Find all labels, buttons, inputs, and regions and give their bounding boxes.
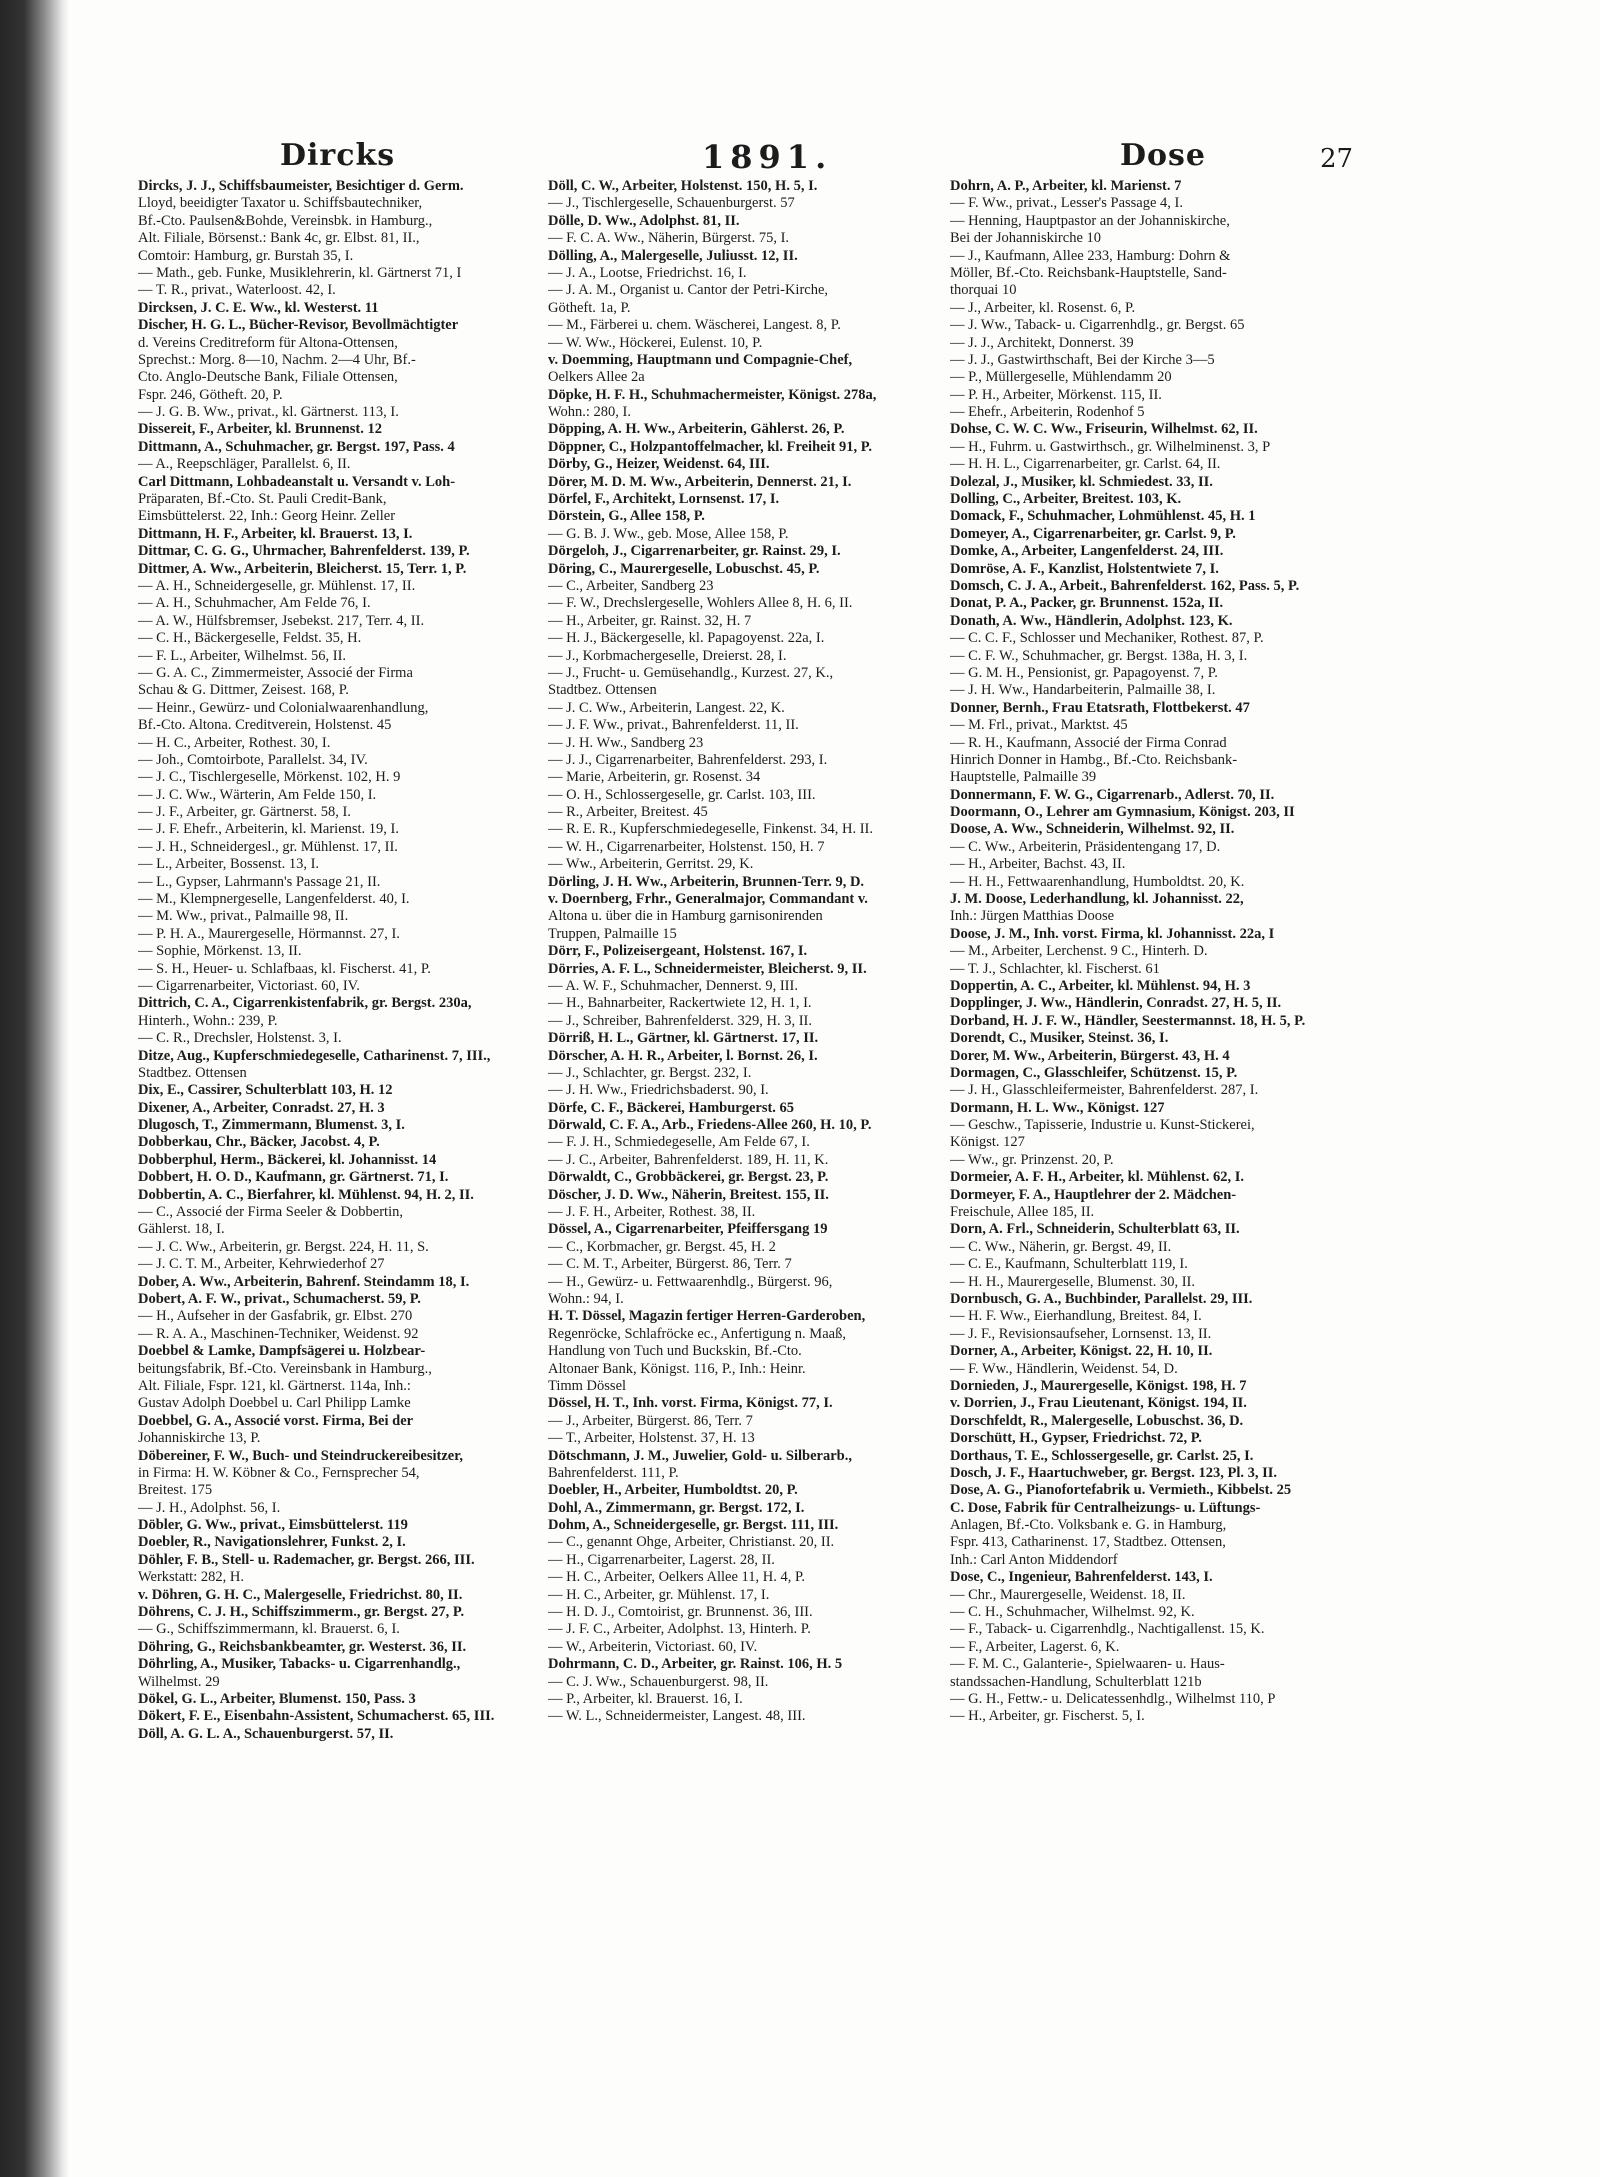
directory-entry-line: Hinterh., Wohn.: 239, P. (138, 1012, 278, 1029)
directory-entry-line: Doebler, R., Navigationslehrer, Funkst. 2, I. (138, 1534, 406, 1551)
directory-entry-line: Döhrens, C. J. H., Schiffszimmerm., gr. Bergst. 27, P. (138, 1604, 465, 1621)
directory-entry-line: v. Döhren, G. H. C., Malergeselle, Friedrichst. 80, II. (138, 1586, 463, 1603)
directory-entry-line: — Geschw., Tapisserie, Industrie u. Kunst-Stickerei, (950, 1117, 1255, 1134)
directory-entry-line: — L., Arbeiter, Bossenst. 13, I. (138, 856, 320, 873)
directory-entry-line: Dittrich, C. A., Cigarrenkistenfabrik, gr. Bergst. 230a, (138, 995, 472, 1012)
directory-entry-line: — J. F. C., Arbeiter, Adolphst. 13, Hinterh. P. (548, 1621, 811, 1638)
directory-entry-line: Ditze, Aug., Kupferschmiedegeselle, Catharinenst. 7, III., (138, 1047, 491, 1064)
directory-entry-line: J. M. Doose, Lederhandlung, kl. Johannisst. 22, (950, 891, 1244, 908)
directory-entry-line: — H., Aufseher in der Gasfabrik, gr. Elbst. 270 (138, 1308, 413, 1325)
directory-entry-line: Dolling, C., Arbeiter, Breitest. 103, K. (950, 491, 1182, 508)
directory-entry-line: Comtoir: Hamburg, gr. Burstah 35, I. (138, 247, 354, 264)
directory-entry-line: Doebler, H., Arbeiter, Humboldtst. 20, P. (548, 1482, 798, 1499)
header-right-catchword: Dose (1120, 138, 1207, 173)
directory-entry-line: Doormann, O., Lehrer am Gymnasium, Königst. 203, II (950, 804, 1295, 821)
directory-entry-line: — S. H., Heuer- u. Schlafbaas, kl. Fischerst. 41, P. (138, 960, 431, 977)
directory-entry-line: Breitest. 175 (138, 1482, 213, 1499)
directory-entry-line: — M., Arbeiter, Lerchenst. 9 C., Hinterh. D. (950, 943, 1208, 960)
directory-entry-line: — O. H., Schlossergeselle, gr. Carlst. 103, III. (548, 786, 816, 803)
directory-entry-line: — H. D. J., Comtoirist, gr. Brunnenst. 36, III. (548, 1604, 813, 1621)
directory-entry-line: v. Doernberg, Frhr., Generalmajor, Commandant v. (548, 891, 868, 908)
directory-entry-line: H. T. Dössel, Magazin fertiger Herren-Garderoben, (548, 1308, 866, 1325)
directory-entry-line: — Ehefr., Arbeiterin, Rodenhof 5 (950, 404, 1145, 421)
directory-entry-line: — J. F., Revisionsaufseher, Lornsenst. 13, II. (950, 1325, 1212, 1342)
directory-entry-line: — R. E. R., Kupferschmiedegeselle, Finkenst. 34, H. II. (548, 821, 873, 838)
directory-entry-line: — A. W. F., Schuhmacher, Dennerst. 9, III. (548, 977, 798, 994)
directory-entry-line: — W., Arbeiterin, Victoriast. 60, IV. (548, 1638, 758, 1655)
directory-entry-line: — J. F. Ehefr., Arbeiterin, kl. Marienst. 19, I. (138, 821, 400, 838)
directory-entry-line: — J. C., Arbeiter, Bahrenfelderst. 189, H. 11, K. (548, 1151, 829, 1168)
directory-entry-line: — L., Gypser, Lahrmann's Passage 21, II. (138, 873, 381, 890)
directory-entry-line: — H. C., Arbeiter, gr. Mühlenst. 17, I. (548, 1586, 770, 1603)
directory-entry-line: Domack, F., Schuhmacher, Lohmühlenst. 45, H. 1 (950, 508, 1256, 525)
directory-entry-line: Dörries, A. F. L., Schneidermeister, Bleicherst. 9, II. (548, 960, 867, 977)
directory-entry-line: Donath, A. Ww., Händlerin, Adolphst. 123, K. (950, 612, 1233, 629)
directory-entry-line: — H. J., Bäckergeselle, kl. Papagoyenst. 22a, I. (548, 630, 825, 647)
directory-entry-line: — F. Ww., privat., Lesser's Passage 4, I. (950, 195, 1184, 212)
directory-entry-line: Alt. Filiale, Börsenst.: Bank 4c, gr. Elbst. 81, II., (138, 230, 420, 247)
directory-entry-line: — J. Ww., Taback- u. Cigarrenhdlg., gr. Bergst. 65 (950, 317, 1245, 334)
directory-entry-line: Freischule, Allee 185, II. (950, 1204, 1095, 1221)
directory-entry-line: — J., Korbmachergeselle, Dreierst. 28, I. (548, 647, 787, 664)
directory-entry-line: — J. F., Arbeiter, gr. Gärtnerst. 58, I. (138, 804, 351, 821)
directory-entry-line: Dohrmann, C. D., Arbeiter, gr. Rainst. 106, H. 5 (548, 1656, 843, 1673)
directory-entry-line: Dixener, A., Arbeiter, Conradst. 27, H. 3 (138, 1099, 385, 1116)
directory-entry-line: Dose, A. G., Pianofortefabrik u. Vermieth., Kibbelst. 25 (950, 1482, 1292, 1499)
directory-entry-line: Dörgeloh, J., Cigarrenarbeiter, gr. Rainst. 29, I. (548, 543, 841, 560)
directory-entry-line: Bei der Johanniskirche 10 (950, 230, 1102, 247)
directory-entry-line: — J. F. Ww., privat., Bahrenfelderst. 11, II. (548, 717, 799, 734)
directory-entry-line: Anlagen, Bf.-Cto. Volksbank e. G. in Hamburg, (950, 1517, 1227, 1534)
directory-entry-line: Dose, C., Ingenieur, Bahrenfelderst. 143, I. (950, 1569, 1213, 1586)
directory-entry-line: — G., Schiffszimmermann, kl. Brauerst. 6, I. (138, 1621, 400, 1638)
directory-entry-line: — J. H. Ww., Handarbeiterin, Palmaille 38, I. (950, 682, 1216, 699)
directory-entry-line: Sprechst.: Morg. 8—10, Nachm. 2—4 Uhr, Bf.- (138, 351, 416, 368)
directory-entry-line: Schau & G. Dittmer, Zeisest. 168, P. (138, 682, 349, 699)
directory-entry-line: Dössel, H. T., Inh. vorst. Firma, Königst. 77, I. (548, 1395, 833, 1412)
directory-entry-line: Dörfe, C. F., Bäckerei, Hamburgerst. 65 (548, 1099, 795, 1116)
directory-entry-line: — Ww., gr. Prinzenst. 20, P. (950, 1151, 1114, 1168)
directory-entry-line: — Heinr., Gewürz- und Colonialwaarenhandlung, (138, 699, 429, 716)
directory-entry-line: — Henning, Hauptpastor an der Johanniskirche, (950, 212, 1230, 229)
directory-entry-line: Dobberkau, Chr., Bäcker, Jacobst. 4, P. (138, 1134, 380, 1151)
page-number: 27 (1320, 144, 1354, 174)
directory-entry-line: — J. C. Ww., Arbeiterin, gr. Bergst. 224, H. 11, S. (138, 1238, 429, 1255)
directory-entry-line: — G. H., Fettw.- u. Delicatessenhdlg., Wilhelmst 110, P (950, 1690, 1276, 1707)
directory-entry-line: Wohn.: 280, I. (548, 404, 632, 421)
directory-entry-line: Doebbel, G. A., Associé vorst. Firma, Bei der (138, 1412, 414, 1429)
directory-entry-line: — F. M. C., Galanterie-, Spielwaaren- u. Haus- (950, 1656, 1225, 1673)
directory-entry-line: d. Vereins Creditreform für Altona-Ottensen, (138, 334, 398, 351)
directory-entry-line: Handlung von Tuch und Buckskin, Bf.-Cto. (548, 1343, 802, 1360)
directory-entry-line: Dittmann, A., Schuhmacher, gr. Bergst. 197, Pass. 4 (138, 438, 455, 455)
directory-entry-line: — M. Ww., privat., Palmaille 98, II. (138, 908, 349, 925)
directory-entry-line: — G. B. J. Ww., geb. Mose, Allee 158, P. (548, 525, 789, 542)
directory-entry-line: — J., Schreiber, Bahrenfelderst. 329, H. 3, II. (548, 1012, 812, 1029)
directory-entry-line: — J. F. H., Arbeiter, Rothest. 38, II. (548, 1204, 756, 1221)
directory-entry-line: Dölle, D. Ww., Adolphst. 81, II. (548, 212, 740, 229)
directory-entry-line: in Firma: H. W. Köbner & Co., Fernsprecher 54, (138, 1464, 420, 1481)
directory-entry-line: Dopplinger, J. Ww., Händlerin, Conradst. 27, H. 5, II. (950, 995, 1282, 1012)
directory-entry-line: Dobert, A. F. W., privat., Schumacherst. 59, P. (138, 1291, 421, 1307)
directory-entry-line: Dobberphul, Herm., Bäckerei, kl. Johannisst. 14 (138, 1151, 437, 1168)
directory-entry-line: Döll, C. W., Arbeiter, Holstenst. 150, H. 5, I. (548, 178, 818, 194)
directory-entry-line: Alt. Filiale, Fspr. 121, kl. Gärtnerst. 114a, Inh.: (138, 1377, 411, 1394)
directory-entry-line: Dörer, M. D. M. Ww., Arbeiterin, Dennerst. 21, I. (548, 473, 852, 490)
directory-entry-line: Domke, A., Arbeiter, Langenfelderst. 24, III. (950, 543, 1224, 560)
directory-entry-line: — J. J., Cigarrenarbeiter, Bahrenfelderst. 293, I. (548, 751, 828, 768)
directory-entry-line: — W. L., Schneidermeister, Langest. 48, III. (548, 1708, 806, 1725)
directory-entry-line: thorquai 10 (950, 282, 1017, 299)
directory-entry-line: Döppner, C., Holzpantoffelmacher, kl. Freiheit 91, P. (548, 438, 872, 455)
directory-entry-line: — P., Müllergeselle, Mühlendamm 20 (950, 369, 1172, 386)
directory-entry-line: Döhrling, A., Musiker, Tabacks- u. Cigarrenhandlg., (138, 1656, 461, 1673)
directory-entry-line: Dohm, A., Schneidergeselle, gr. Bergst. 111, III. (548, 1517, 839, 1534)
directory-entry-line: Inh.: Carl Anton Middendorf (950, 1551, 1118, 1568)
directory-entry-line: — J. H. Ww., Friedrichsbaderst. 90, I. (548, 1082, 769, 1099)
directory-entry-line: Döring, C., Maurergeselle, Lobuschst. 45, P. (548, 560, 820, 577)
directory-entry-line: Carl Dittmann, Lohbadeanstalt u. Versandt v. Loh- (138, 473, 456, 490)
directory-entry-line: Dorn, A. Frl., Schneiderin, Schulterblatt 63, II. (950, 1221, 1240, 1238)
directory-entry-line: — F. Ww., Händlerin, Weidenst. 54, D. (950, 1360, 1178, 1377)
directory-entry-line: Wohn.: 94, I. (548, 1291, 624, 1307)
directory-entry-line: Dökel, G. L., Arbeiter, Blumenst. 150, Pass. 3 (138, 1690, 416, 1707)
directory-entry-line: — C. R., Drechsler, Holstenst. 3, I. (138, 1030, 342, 1047)
directory-entry-line: — J., Tischlergeselle, Schauenburgerst. 57 (548, 195, 795, 212)
directory-entry-line: — R. A. A., Maschinen-Techniker, Weidenst. 92 (138, 1325, 419, 1342)
directory-entry-line: Dlugosch, T., Zimmermann, Blumenst. 3, I. (138, 1117, 405, 1134)
directory-entry-line: Dorschfeldt, R., Malergeselle, Lobuschst. 36, D. (950, 1412, 1244, 1429)
directory-entry-line: Götheft. 1a, P. (548, 299, 631, 316)
directory-entry-line: Werkstatt: 282, H. (138, 1569, 244, 1586)
directory-entry-line: Timm Dössel (548, 1377, 627, 1394)
directory-entry-line: Dohrn, A. P., Arbeiter, kl. Marienst. 7 (950, 178, 1182, 194)
directory-entry-line: Dormann, H. L. Ww., Königst. 127 (950, 1099, 1165, 1116)
directory-entry-line: Donat, P. A., Packer, gr. Brunnenst. 152a, II. (950, 595, 1224, 612)
directory-entry-line: Dorschütt, H., Gypser, Friedrichst. 72, P. (950, 1430, 1202, 1447)
directory-entry-line: Dörling, J. H. Ww., Arbeiterin, Brunnen-Terr. 9, D. (548, 873, 865, 890)
directory-entry-line: — C., genannt Ohge, Arbeiter, Christianst. 20, II. (548, 1534, 835, 1551)
directory-entry-line: Doose, A. Ww., Schneiderin, Wilhelmst. 92, II. (950, 821, 1235, 838)
header-year: 1891. (702, 138, 833, 176)
directory-entry-line: — H., Cigarrenarbeiter, Lagerst. 28, II. (548, 1551, 775, 1568)
book-binding-edge (0, 0, 70, 2177)
directory-entry-line: — C. M. T., Arbeiter, Bürgerst. 86, Terr. 7 (548, 1256, 792, 1273)
directory-entry-line: Dormeyer, F. A., Hauptlehrer der 2. Mädchen- (950, 1186, 1237, 1203)
directory-entry-line: — C. Ww., Näherin, gr. Bergst. 49, II. (950, 1238, 1172, 1255)
directory-entry-line: — G. A. C., Zimmermeister, Associé der Firma (138, 664, 413, 681)
directory-entry-line: Döpping, A. H. Ww., Arbeiterin, Gählerst. 26, P. (548, 421, 845, 438)
directory-entry-line: Donner, Bernh., Frau Etatsrath, Flottbekerst. 47 (950, 699, 1250, 716)
directory-entry-line: — R. H., Kaufmann, Associé der Firma Conrad (950, 734, 1227, 751)
directory-entry-line: — F. C. A. Ww., Näherin, Bürgerst. 75, I. (548, 230, 790, 247)
directory-entry-line: — H., Arbeiter, gr. Fischerst. 5, I. (950, 1708, 1145, 1725)
directory-entry-line: — C. Ww., Arbeiterin, Präsidentengang 17, D. (950, 838, 1221, 855)
directory-entry-line: C. Dose, Fabrik für Centralheizungs- u. Lüftungs- (950, 1499, 1261, 1516)
directory-entry-line: Dössel, A., Cigarrenarbeiter, Pfeiffersgang 19 (548, 1221, 828, 1238)
directory-entry-line: — Math., geb. Funke, Musiklehrerin, kl. Gärtnerst 71, I (138, 264, 462, 281)
directory-entry-line: Dittmer, A. Ww., Arbeiterin, Bleicherst. 15, Terr. 1, P. (138, 560, 467, 577)
directory-entry-line: — H., Fuhrm. u. Gastwirthsch., gr. Wilhelminenst. 3, P (950, 438, 1271, 455)
directory-entry-line: — F. W., Drechslergeselle, Wohlers Allee 8, H. 6, II. (548, 595, 853, 612)
directory-entry-line: — H. C., Arbeiter, Oelkers Allee 11, H. 4, P. (548, 1569, 806, 1586)
directory-entry-line: — P. H., Arbeiter, Mörkenst. 115, II. (950, 386, 1162, 403)
directory-entry-line: Dircks, J. J., Schiffsbaumeister, Besichtiger d. Germ. (138, 178, 464, 194)
directory-column-3 (950, 178, 1342, 2108)
directory-entry-line: — A. H., Schneidergeselle, gr. Mühlenst. 17, II. (138, 577, 416, 594)
directory-entry-line: Dornbusch, G. A., Buchbinder, Parallelst. 29, III. (950, 1291, 1253, 1307)
directory-entry-line: — A. H., Schuhmacher, Am Felde 76, I. (138, 595, 371, 612)
directory-entry-line: — C. J. Ww., Schauenburgerst. 98, II. (548, 1673, 769, 1690)
directory-entry-line: — J., Frucht- u. Gemüsehandlg., Kurzest. 27, K., (548, 664, 834, 681)
directory-entry-line: Eimsbüttelerst. 22, Inh.: Georg Heinr. Zeller (138, 508, 396, 525)
directory-entry-line: Dorer, M. Ww., Arbeiterin, Bürgerst. 43, H. 4 (950, 1047, 1230, 1064)
directory-entry-line: — F. J. H., Schmiedegeselle, Am Felde 67, I. (548, 1134, 810, 1151)
directory-entry-line: — G. M. H., Pensionist, gr. Papagoyenst. 7, P. (950, 664, 1218, 681)
directory-entry-line: Döpke, H. F. H., Schuhmachermeister, Königst. 278a, (548, 386, 877, 403)
directory-entry-line: Dorthaus, T. E., Schlossergeselle, gr. Carlst. 25, I. (950, 1447, 1254, 1464)
directory-entry-line: — J. A., Lootse, Friedrichst. 16, I. (548, 264, 747, 281)
directory-entry-line: — C., Arbeiter, Sandberg 23 (548, 577, 714, 594)
directory-entry-line: — J. H., Adolphst. 56, I. (138, 1499, 281, 1516)
header-left-catchword: Dircks (280, 138, 396, 173)
directory-entry-line: Dornieden, J., Maurergeselle, Königst. 198, H. 7 (950, 1377, 1247, 1394)
directory-entry-line: — M. Frl., privat., Marktst. 45 (950, 717, 1128, 734)
directory-entry-line: — J. H. Ww., Sandberg 23 (548, 734, 704, 751)
directory-entry-line: Bf.-Cto. Paulsen&Bohde, Vereinsbk. in Hamburg., (138, 212, 433, 229)
directory-entry-line: Dormeier, A. F. H., Arbeiter, kl. Mühlenst. 62, I. (950, 1169, 1245, 1186)
directory-entry-line: — Cigarrenarbeiter, Victoriast. 60, IV. (138, 977, 360, 994)
directory-column-2 (548, 178, 940, 2108)
directory-entry-line: Dörscher, A. H. R., Arbeiter, l. Bornst. 26, I. (548, 1047, 818, 1064)
directory-entry-line: — F., Taback- u. Cigarrenhdlg., Nachtigallenst. 15, K. (950, 1621, 1265, 1638)
directory-entry-line: Königst. 127 (950, 1134, 1025, 1151)
directory-entry-line: Oelkers Allee 2a (548, 369, 645, 386)
directory-entry-line: — Joh., Comtoirbote, Parallelst. 34, IV. (138, 751, 368, 768)
directory-entry-line: Dörwald, C. F. A., Arb., Friedens-Allee 260, H. 10, P. (548, 1117, 872, 1134)
directory-entry-line: v. Dorrien, J., Frau Lieutenant, Königst. 194, II. (950, 1395, 1247, 1412)
directory-entry-line: — F., Arbeiter, Lagerst. 6, K. (950, 1638, 1120, 1655)
directory-entry-line: Domeyer, A., Cigarrenarbeiter, gr. Carlst. 9, P. (950, 525, 1236, 542)
directory-entry-line: — J., Schlachter, gr. Bergst. 232, I. (548, 1064, 752, 1081)
directory-entry-line: Döbereiner, F. W., Buch- und Steindruckereibesitzer, (138, 1447, 463, 1464)
directory-entry-line: — J., Kaufmann, Allee 233, Hamburg: Dohrn & (950, 247, 1231, 264)
directory-entry-line: — H. H. L., Cigarrenarbeiter, gr. Carlst. 64, II. (950, 456, 1221, 473)
directory-entry-line: Döscher, J. D. Ww., Näherin, Breitest. 155, II. (548, 1186, 829, 1203)
directory-entry-line: — J., Arbeiter, Bürgerst. 86, Terr. 7 (548, 1412, 753, 1429)
directory-entry-line: — J. C. T. M., Arbeiter, Kehrwiederhof 27 (138, 1256, 385, 1273)
directory-entry-line: — Chr., Maurergeselle, Weidenst. 18, II. (950, 1586, 1186, 1603)
directory-entry-line: — J. H., Glasschleifermeister, Bahrenfelderst. 287, I. (950, 1082, 1259, 1099)
directory-entry-line: — M., Färberei u. chem. Wäscherei, Langest. 8, P. (548, 317, 841, 334)
directory-entry-line: Altona u. über die in Hamburg garnisonirenden (548, 908, 823, 925)
directory-entry-line: — C. C. F., Schlosser und Mechaniker, Rothest. 87, P. (950, 630, 1264, 647)
directory-entry-line: Donnermann, F. W. G., Cigarrenarb., Adlerst. 70, II. (950, 786, 1275, 803)
directory-entry-line: — R., Arbeiter, Breitest. 45 (548, 804, 708, 821)
directory-entry-line: Stadtbez. Ottensen (138, 1064, 247, 1081)
directory-entry-line: Wilhelmst. 29 (138, 1673, 220, 1690)
directory-entry-line: — H. F. Ww., Eierhandlung, Breitest. 84, I. (950, 1308, 1202, 1325)
running-head (70, 138, 1600, 178)
directory-entry-line: Cto. Anglo-Deutsche Bank, Filiale Ottensen, (138, 369, 398, 386)
directory-entry-line: Dober, A. Ww., Arbeiterin, Bahrenf. Steindamm 18, I. (138, 1273, 470, 1290)
directory-entry-line: Dircksen, J. C. E. Ww., kl. Westerst. 11 (138, 299, 379, 316)
directory-entry-line: — M., Klempnergeselle, Langenfelderst. 40, I. (138, 891, 410, 908)
directory-entry-line: Fspr. 246, Götheft. 20, P. (138, 386, 283, 403)
directory-entry-line: — C., Korbmacher, gr. Bergst. 45, H. 2 (548, 1238, 776, 1255)
directory-entry-line: v. Doemming, Hauptmann und Compagnie-Chef, (548, 351, 853, 368)
directory-entry-line: Dökert, F. E., Eisenbahn-Assistent, Schumacherst. 65, III. (138, 1708, 495, 1725)
directory-entry-line: Dorendt, C., Musiker, Steinst. 36, I. (950, 1030, 1169, 1047)
directory-entry-line: — T. R., privat., Waterloost. 42, I. (138, 282, 336, 299)
directory-entry-line: — J. J., Architekt, Donnerst. 39 (950, 334, 1134, 351)
directory-column-1 (138, 178, 530, 2108)
directory-entry-line: Stadtbez. Ottensen (548, 682, 657, 699)
directory-entry-line: — J. C. Ww., Arbeiterin, Langest. 22, K. (548, 699, 785, 716)
directory-entry-line: Regenröcke, Schlafröcke ec., Anfertigung n. Maaß, (548, 1325, 846, 1342)
directory-entry-line: — P. H. A., Maurergeselle, Hörmannst. 27, I. (138, 925, 400, 942)
directory-entry-line: — H., Arbeiter, gr. Rainst. 32, H. 7 (548, 612, 752, 629)
directory-entry-line: — W. H., Cigarrenarbeiter, Holstenst. 150, H. 7 (548, 838, 825, 855)
directory-entry-line: Dormagen, C., Glasschleifer, Schützenst. 15, P. (950, 1064, 1238, 1081)
directory-entry-line: Dörstein, G., Allee 158, P. (548, 508, 705, 525)
directory-entry-line: Inh.: Jürgen Matthias Doose (950, 908, 1115, 925)
directory-entry-line: — J. J., Gastwirthschaft, Bei der Kirche 3—5 (950, 351, 1215, 368)
directory-entry-line: Doose, J. M., Inh. vorst. Firma, kl. Johannisst. 22a, I (950, 925, 1275, 942)
directory-entry-line: Dörwaldt, C., Grobbäckerei, gr. Bergst. 23, P. (548, 1169, 829, 1186)
directory-entry-line: Döll, A. G. L. A., Schauenburgerst. 57, II. (138, 1725, 394, 1742)
directory-entry-line: — T. J., Schlachter, kl. Fischerst. 61 (950, 960, 1160, 977)
directory-entry-line: Truppen, Palmaille 15 (548, 925, 677, 942)
directory-entry-line: Domröse, A. F., Kanzlist, Holstentwiete 7, I. (950, 560, 1219, 577)
directory-entry-line: Domsch, C. J. A., Arbeit., Bahrenfelderst. 162, Pass. 5, P. (950, 577, 1300, 594)
directory-entry-line: Lloyd, beeidigter Taxator u. Schiffsbautechniker, (138, 195, 423, 212)
directory-entry-line: — H. H., Maurergeselle, Blumenst. 30, II. (950, 1273, 1195, 1290)
directory-entry-line: Dörby, G., Heizer, Weidenst. 64, III. (548, 456, 770, 473)
directory-entry-line: Altonaer Bank, Königst. 116, P., Inh.: Heinr. (548, 1360, 806, 1377)
directory-entry-line: Bf.-Cto. Altona. Creditverein, Holstenst. 45 (138, 717, 392, 734)
directory-entry-line: — C. F. W., Schuhmacher, gr. Bergst. 138a, H. 3, I. (950, 647, 1248, 664)
directory-entry-line: Discher, H. G. L., Bücher-Revisor, Bevollmächtigter (138, 317, 459, 334)
directory-entry-line: — Marie, Arbeiterin, gr. Rosenst. 34 (548, 769, 761, 786)
directory-entry-line: Dörriß, H. L., Gärtner, kl. Gärtnerst. 17, II. (548, 1030, 819, 1047)
directory-entry-line: Möller, Bf.-Cto. Reichsbank-Hauptstelle, Sand- (950, 264, 1227, 281)
directory-entry-line: — H. C., Arbeiter, Rothest. 30, I. (138, 734, 331, 751)
directory-entry-line: Döhler, F. B., Stell- u. Rademacher, gr. Bergst. 266, III. (138, 1551, 475, 1568)
directory-entry-line: Dix, E., Cassirer, Schulterblatt 103, H. 12 (138, 1082, 393, 1099)
directory-entry-line: — J. A. M., Organist u. Cantor der Petri-Kirche, (548, 282, 829, 299)
directory-entry-line: Dobbertin, A. C., Bierfahrer, kl. Mühlenst. 94, H. 2, II. (138, 1186, 474, 1203)
directory-entry-line: Doppertin, A. C., Arbeiter, kl. Mühlenst. 94, H. 3 (950, 977, 1251, 994)
directory-entry-line: — H., Bahnarbeiter, Rackertwiete 12, H. 1, I. (548, 995, 812, 1012)
directory-entry-line: — A. W., Hülfsbremser, Jsebekst. 217, Terr. 4, II. (138, 612, 425, 629)
directory-entry-line: — Ww., Arbeiterin, Gerritst. 29, K. (548, 856, 754, 873)
directory-entry-line: Dörfel, F., Architekt, Lornsenst. 17, I. (548, 491, 780, 508)
directory-entry-line: — C. H., Schuhmacher, Wilhelmst. 92, K. (950, 1604, 1195, 1621)
directory-entry-line: Fspr. 413, Catharinenst. 17, Stadtbez. Ottensen, (950, 1534, 1226, 1551)
directory-entry-line: — W. Ww., Höckerei, Eulenst. 10, P. (548, 334, 763, 351)
directory-entry-line: Johanniskirche 13, P. (138, 1430, 261, 1447)
directory-entry-line: Gustav Adolph Doebbel u. Carl Philipp Lamke (138, 1395, 411, 1412)
directory-entry-line: Döhring, G., Reichsbankbeamter, gr. Westerst. 36, II. (138, 1638, 467, 1655)
directory-entry-line: standssachen-Handlung, Schulterblatt 121b (950, 1673, 1202, 1690)
directory-entry-line: Bahrenfelderst. 111, P. (548, 1464, 679, 1481)
directory-entry-line: Dörr, F., Polizeisergeant, Holstenst. 167, I. (548, 943, 808, 960)
directory-entry-line: Dohl, A., Zimmermann, gr. Bergst. 172, I. (548, 1499, 805, 1516)
directory-entry-line: — C., Associé der Firma Seeler & Dobbertin, (138, 1204, 403, 1221)
directory-entry-line: Dosch, J. F., Haartuchweber, gr. Bergst. 123, Pl. 3, II. (950, 1464, 1278, 1481)
directory-entry-line: Dolezal, J., Musiker, kl. Schmiedest. 33, II. (950, 473, 1213, 490)
directory-entry-line: — T., Arbeiter, Holstenst. 37, H. 13 (548, 1430, 755, 1447)
directory-entry-line: Dötschmann, J. M., Juwelier, Gold- u. Silberarb., (548, 1447, 852, 1464)
directory-entry-line: — J. H., Schneidergesl., gr. Mühlenst. 17, II. (138, 838, 398, 855)
directory-entry-line: — C. E., Kaufmann, Schulterblatt 119, I. (950, 1256, 1188, 1273)
directory-entry-line: — Sophie, Mörkenst. 13, II. (138, 943, 302, 960)
directory-entry-line: Döbler, G. Ww., privat., Eimsbüttelerst. 119 (138, 1517, 408, 1534)
directory-entry-line: Präparaten, Bf.-Cto. St. Pauli Credit-Bank, (138, 491, 387, 508)
directory-entry-line: — H., Gewürz- u. Fettwaarenhdlg., Bürgerst. 96, (548, 1273, 833, 1290)
directory-entry-line: — P., Arbeiter, kl. Brauerst. 16, I. (548, 1690, 743, 1707)
directory-entry-line: Dissereit, F., Arbeiter, kl. Brunnenst. 12 (138, 421, 382, 438)
directory-entry-line: — J. G. B. Ww., privat., kl. Gärtnerst. 113, I. (138, 404, 399, 421)
directory-entry-line: beitungsfabrik, Bf.-Cto. Vereinsbank in Hamburg., (138, 1360, 432, 1377)
directory-entry-line: — J. C., Tischlergeselle, Mörkenst. 102, H. 9 (138, 769, 401, 786)
directory-entry-line: Doebbel & Lamke, Dampfsägerei u. Holzbear- (138, 1343, 426, 1360)
directory-entry-line: — H., Arbeiter, Bachst. 43, II. (950, 856, 1126, 873)
directory-entry-line: Hauptstelle, Palmaille 39 (950, 769, 1097, 786)
directory-entry-line: Dölling, A., Malergeselle, Juliusst. 12, II. (548, 247, 798, 264)
directory-entry-line: — C. H., Bäckergeselle, Feldst. 35, H. (138, 630, 362, 647)
directory-entry-line: — H. H., Fettwaarenhandlung, Humboldtst. 20, K. (950, 873, 1245, 890)
directory-entry-line: — F. L., Arbeiter, Wilhelmst. 56, II. (138, 647, 347, 664)
directory-entry-line: Hinrich Donner in Hambg., Bf.-Cto. Reichsbank- (950, 751, 1238, 768)
directory-entry-line: — J. C. Ww., Wärterin, Am Felde 150, I. (138, 786, 377, 803)
directory-entry-line: Dittmar, C. G. G., Uhrmacher, Bahrenfelderst. 139, P. (138, 543, 470, 560)
directory-entry-line: Dorband, H. J. F. W., Händler, Seestermannst. 18, H. 5, P. (950, 1012, 1306, 1029)
directory-entry-line: Dohse, C. W. C. Ww., Friseurin, Wilhelmst. 62, II. (950, 421, 1258, 438)
directory-entry-line: — A., Reepschläger, Parallelst. 6, II. (138, 456, 351, 473)
directory-entry-line: Dorner, A., Arbeiter, Königst. 22, H. 10, II. (950, 1343, 1213, 1360)
directory-entry-line: Dobbert, H. O. D., Kaufmann, gr. Gärtnerst. 71, I. (138, 1169, 449, 1186)
directory-entry-line: — J., Arbeiter, kl. Rosenst. 6, P. (950, 299, 1136, 316)
directory-entry-line: Dittmann, H. F., Arbeiter, kl. Brauerst. 13, I. (138, 525, 413, 542)
directory-entry-line: Gählerst. 18, I. (138, 1221, 225, 1238)
